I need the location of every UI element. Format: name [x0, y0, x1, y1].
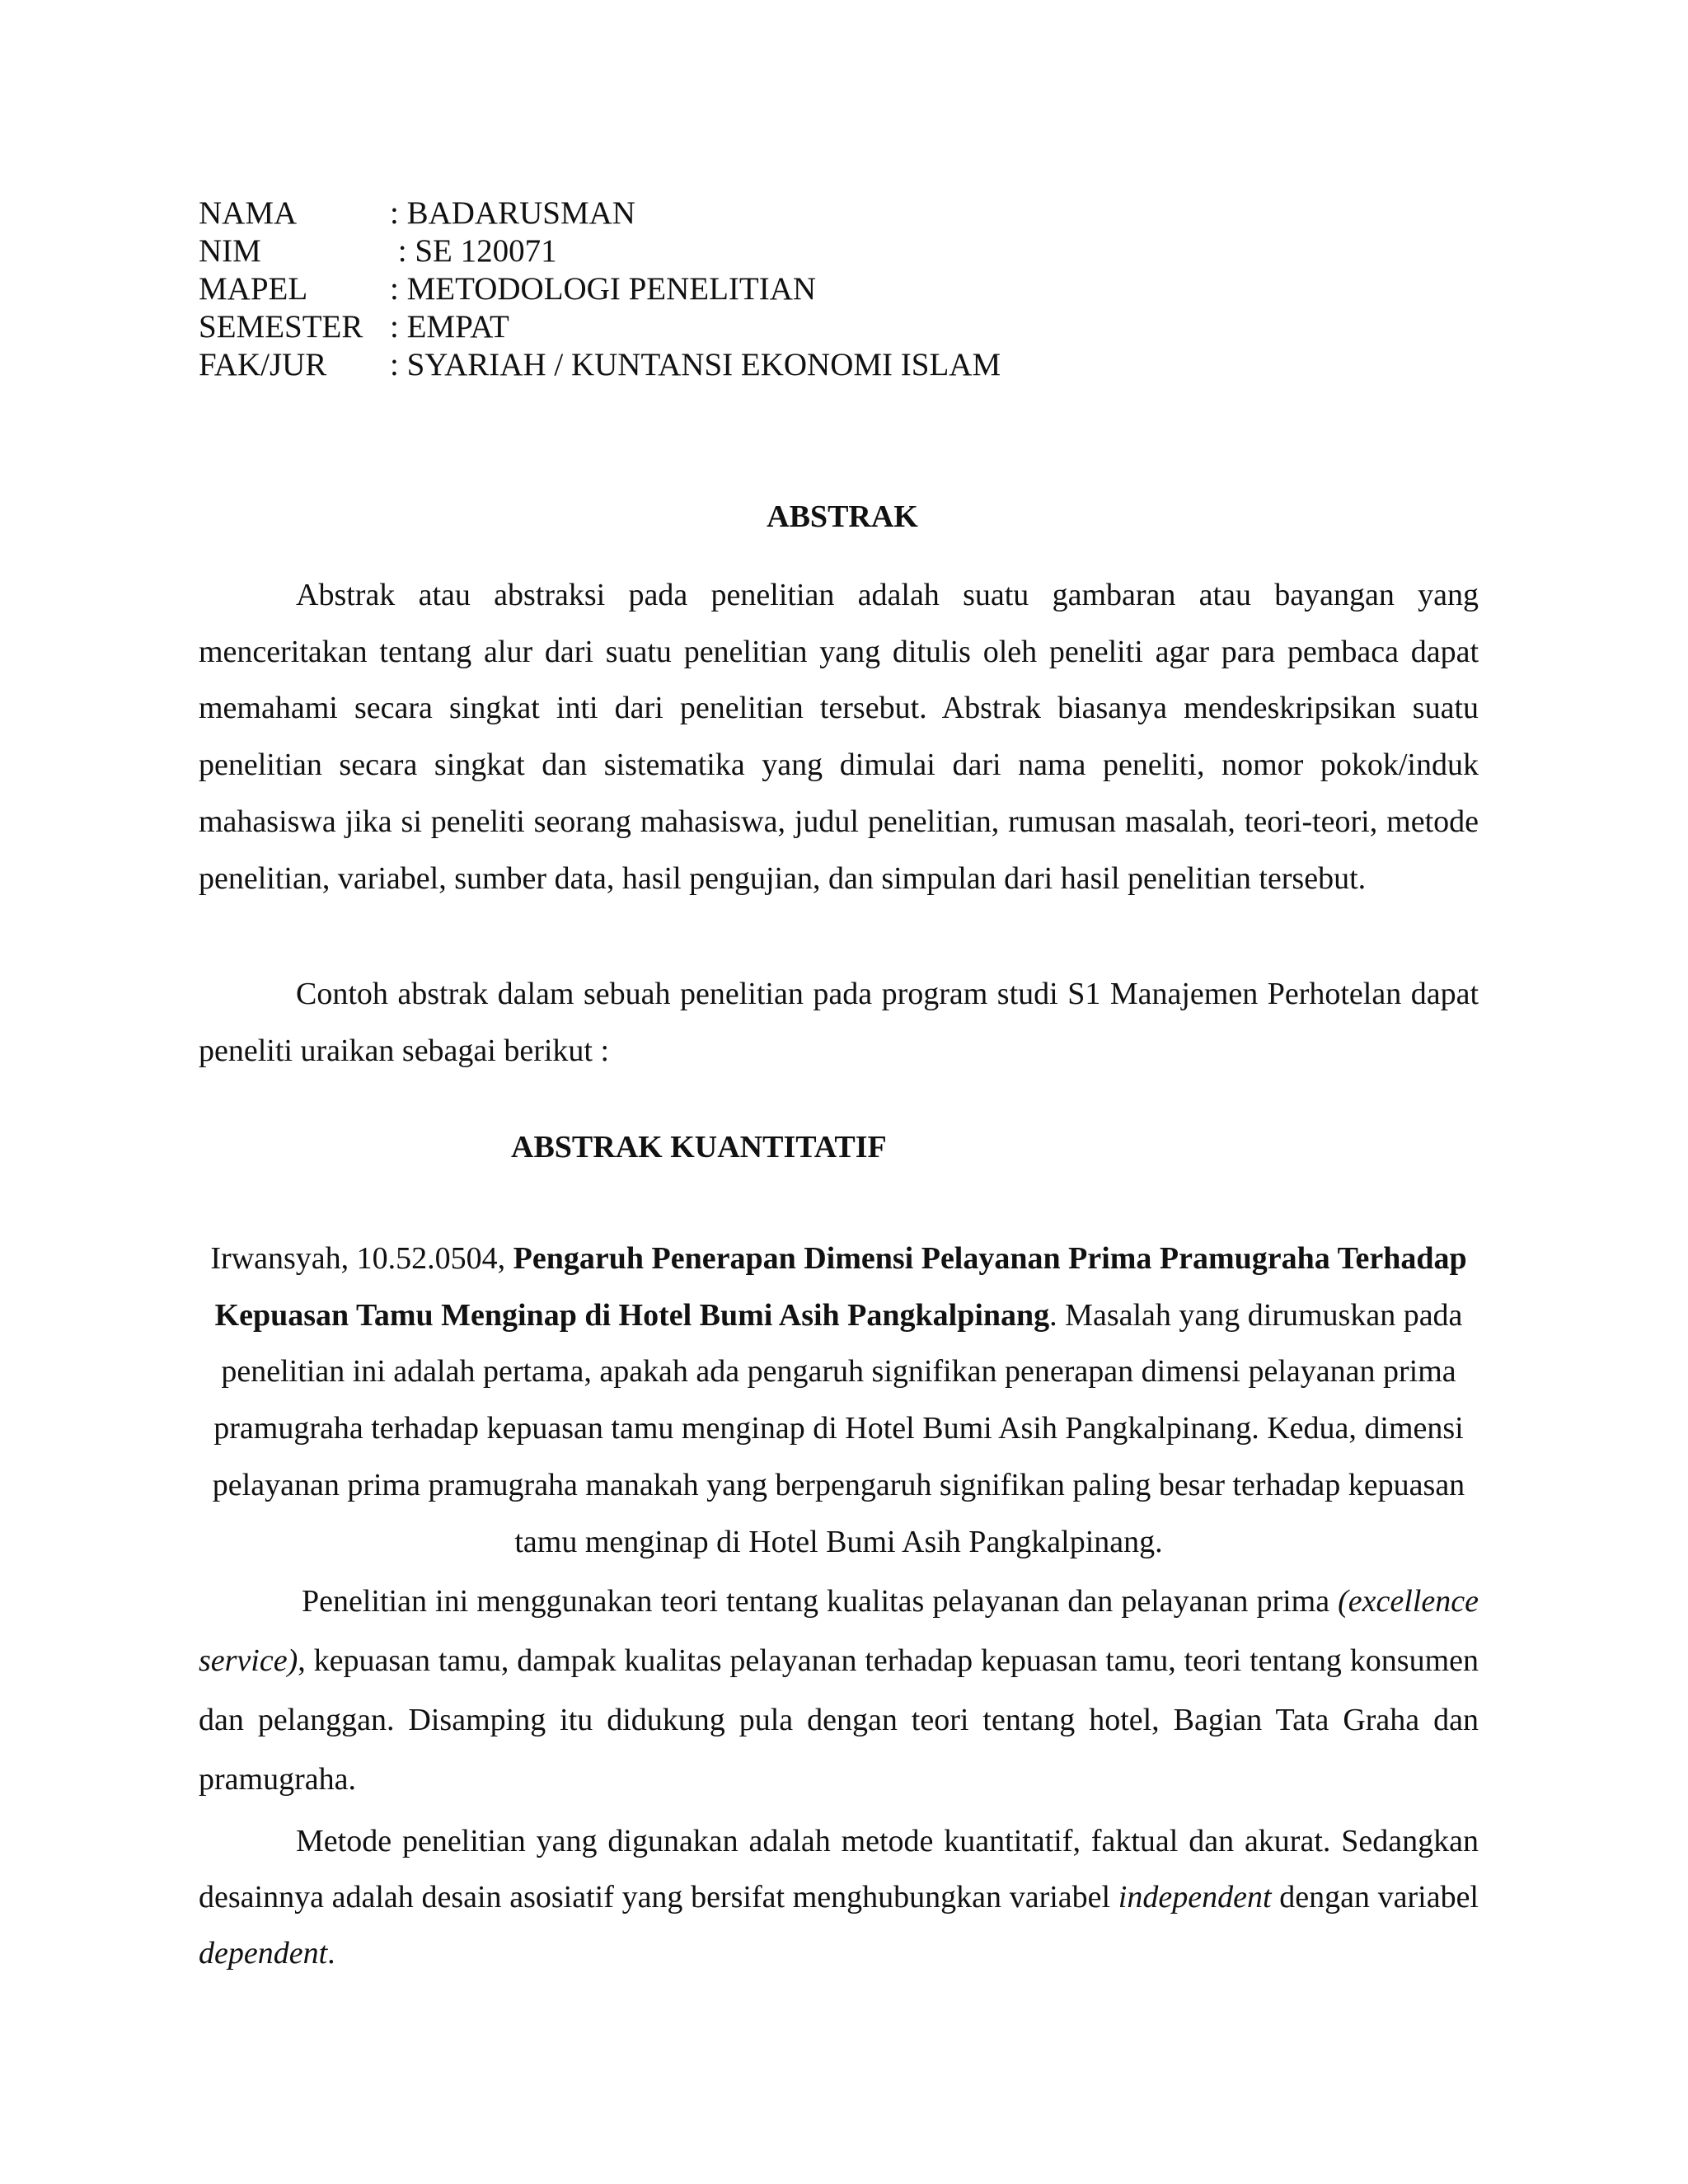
paragraph-teori	[199, 1572, 1479, 1809]
heading-abstrak-kuantitatif: ABSTRAK KUANTITATIF	[511, 1130, 887, 1165]
identity-label: FAK/JUR	[199, 347, 327, 382]
citation-paragraph	[199, 1230, 1479, 1570]
citation-author: Irwansyah, 10.52.0504,	[210, 1241, 513, 1276]
identity-value: : SYARIAH / KUNTANSI EKONOMI ISLAM	[390, 347, 1001, 382]
identity-row-fakjur	[199, 346, 1188, 384]
citation-title: Pengaruh Penerapan Dimensi Pelayanan Prima Pramugraha Terhadap Kepuasan Tamu Menginap di Hotel Bumi Asih Pangkalpinang	[214, 1241, 1467, 1333]
identity-row-mapel	[199, 270, 1188, 308]
citation-body: . Masalah yang dirumuskan pada penelitian ini adalah pertama, apakah ada pengaruh signifikan penerapan dimensi pelayanan prima pramugraha terhadap kepuasan tamu menginap di Hotel Bumi Asih Pangkalpinang. Kedua, dimensi pelayanan prima pramugraha manakah yang berpengaruh signifikan paling besar terhadap kepuasan tamu menginap di Hotel Bumi Asih Pangkalpinang.	[212, 1297, 1465, 1559]
paragraph-metode-end: .	[327, 1936, 335, 1971]
paragraph-abstrak-definition: Abstrak atau abstraksi pada penelitian adalah suatu gambaran atau bayangan yang menceritakan tentang alur dari suatu penelitian yang ditulis oleh peneliti agar para pembaca dapat memahami secara singkat inti dari penelitian tersebut. Abstrak biasanya mendeskripsikan suatu penelitian secara singkat dan sistematika yang dimulai dari nama peneliti, nomor pokok/induk mahasiswa jika si peneliti seorang mahasiswa, judul penelitian, rumusan masalah, teori-teori, metode penelitian, variabel, sumber data, hasil pengujian, dan simpulan dari hasil penelitian tersebut.	[199, 578, 1479, 896]
paragraph-metode-start: Metode penelitian yang digunakan adalah metode kuantitatif, faktual dan akurat. Sedangkan desainnya adalah desain asosiatif yang bersifat menghubungkan variabel	[199, 1824, 1479, 1915]
identity-row-nama	[199, 194, 1188, 232]
identity-row-nim	[199, 232, 1188, 270]
identity-value: : EMPAT	[390, 309, 509, 344]
identity-block	[199, 194, 1188, 384]
paragraph-metode-italic-dependent: dependent	[199, 1936, 328, 1971]
identity-label: SEMESTER	[199, 309, 363, 344]
paragraph-contoh-intro: Contoh abstrak dalam sebuah penelitian pada program studi S1 Manajemen Perhotelan dapat peneliti uraikan sebagai berikut :	[199, 977, 1479, 1068]
identity-value: : SE 120071	[390, 233, 557, 269]
heading-abstrak-text: ABSTRAK	[767, 499, 918, 534]
paragraph-metode-italic-independent: independent	[1118, 1880, 1272, 1915]
identity-value: : METODOLOGI PENELITIAN	[390, 271, 817, 307]
paragraph-teori-start: Penelitian ini menggunakan teori tentang kualitas pelayanan dan pelayanan prima	[302, 1584, 1339, 1619]
identity-label: NAMA	[199, 195, 298, 231]
identity-row-semester	[199, 308, 1188, 346]
paragraph-teori-italic: (excellence service)	[199, 1584, 1479, 1678]
identity-label: MAPEL	[199, 271, 308, 307]
identity-label: NIM	[199, 233, 261, 269]
paragraph-metode	[199, 1813, 1479, 1981]
paragraph-teori-end: , kepuasan tamu, dampak kualitas pelayanan terhadap kepuasan tamu, teori tentang konsumen dan pelanggan. Disamping itu didukung pula dengan teori tentang hotel, Bagian Tata Graha dan pramugraha.	[199, 1643, 1479, 1797]
identity-value: : BADARUSMAN	[390, 195, 635, 231]
heading-abstrak	[0, 499, 1688, 535]
paragraph-metode-middle: dengan variabel	[1271, 1880, 1479, 1915]
